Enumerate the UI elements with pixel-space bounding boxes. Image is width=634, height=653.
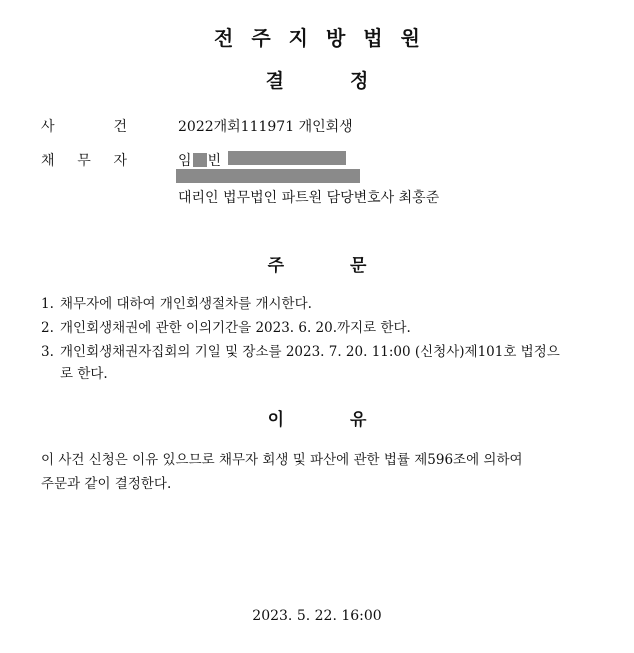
order-item-3-continued: 로 한다. [60,366,108,382]
order-item-number: 3. [41,344,54,360]
order-item-number: 1. [41,296,54,312]
reason-heading-first: 이 [267,410,284,430]
order-heading-second: 문 [350,256,367,276]
order-item-text: 채무자에 대하여 개인회생절차를 개시한다. [60,296,312,312]
order-item-2 [41,316,411,336]
representative: 대리인 법무법인 파트원 담당변호사 최홍준 [178,190,440,206]
label-char: 건 [113,119,127,135]
reason-line-1: 이 사건 신청은 이유 있으므로 채무자 회생 및 파산에 관한 법률 제596조에 의하여 [41,452,523,468]
order-item-text: 개인회생채권자집회의 기일 및 장소를 2023. 7. 20. 11:00 (신청사)제101호 법정으 [60,344,560,360]
reason-heading-second: 유 [350,410,367,430]
reason-heading [0,405,634,430]
label-char: 사 [41,119,55,135]
label-char: 무 [77,153,91,169]
document-type [0,66,634,93]
order-item-number: 2. [41,320,54,336]
court-name: 전주지방법원 [214,26,438,50]
case-value: 2022개회111971 개인회생 [178,119,353,135]
debtor-label [41,150,127,170]
document-type-second: 정 [350,70,369,92]
debtor-name-suffix: 빈 [207,153,222,169]
debtor-name-redaction [193,153,207,167]
debtor-name [178,150,221,170]
debtor-id-redaction [228,151,346,165]
order-heading-first: 주 [267,256,284,276]
debtor-name-prefix: 임 [178,153,192,169]
label-char: 자 [113,153,127,169]
debtor-address-redaction [176,169,360,183]
order-heading [0,251,634,276]
order-item-1 [41,292,312,312]
case-label-text [41,116,127,136]
document-type-first: 결 [265,70,284,92]
case-label [41,116,127,136]
label-char: 채 [41,153,55,169]
reason-line-2: 주문과 같이 결정한다. [41,476,172,492]
decision-date: 2023. 5. 22. 16:00 [252,608,382,624]
debtor-label-text [41,150,127,170]
order-item-text: 개인회생채권에 관한 이의기간을 2023. 6. 20.까지로 한다. [60,320,411,336]
order-item-3 [41,340,560,360]
